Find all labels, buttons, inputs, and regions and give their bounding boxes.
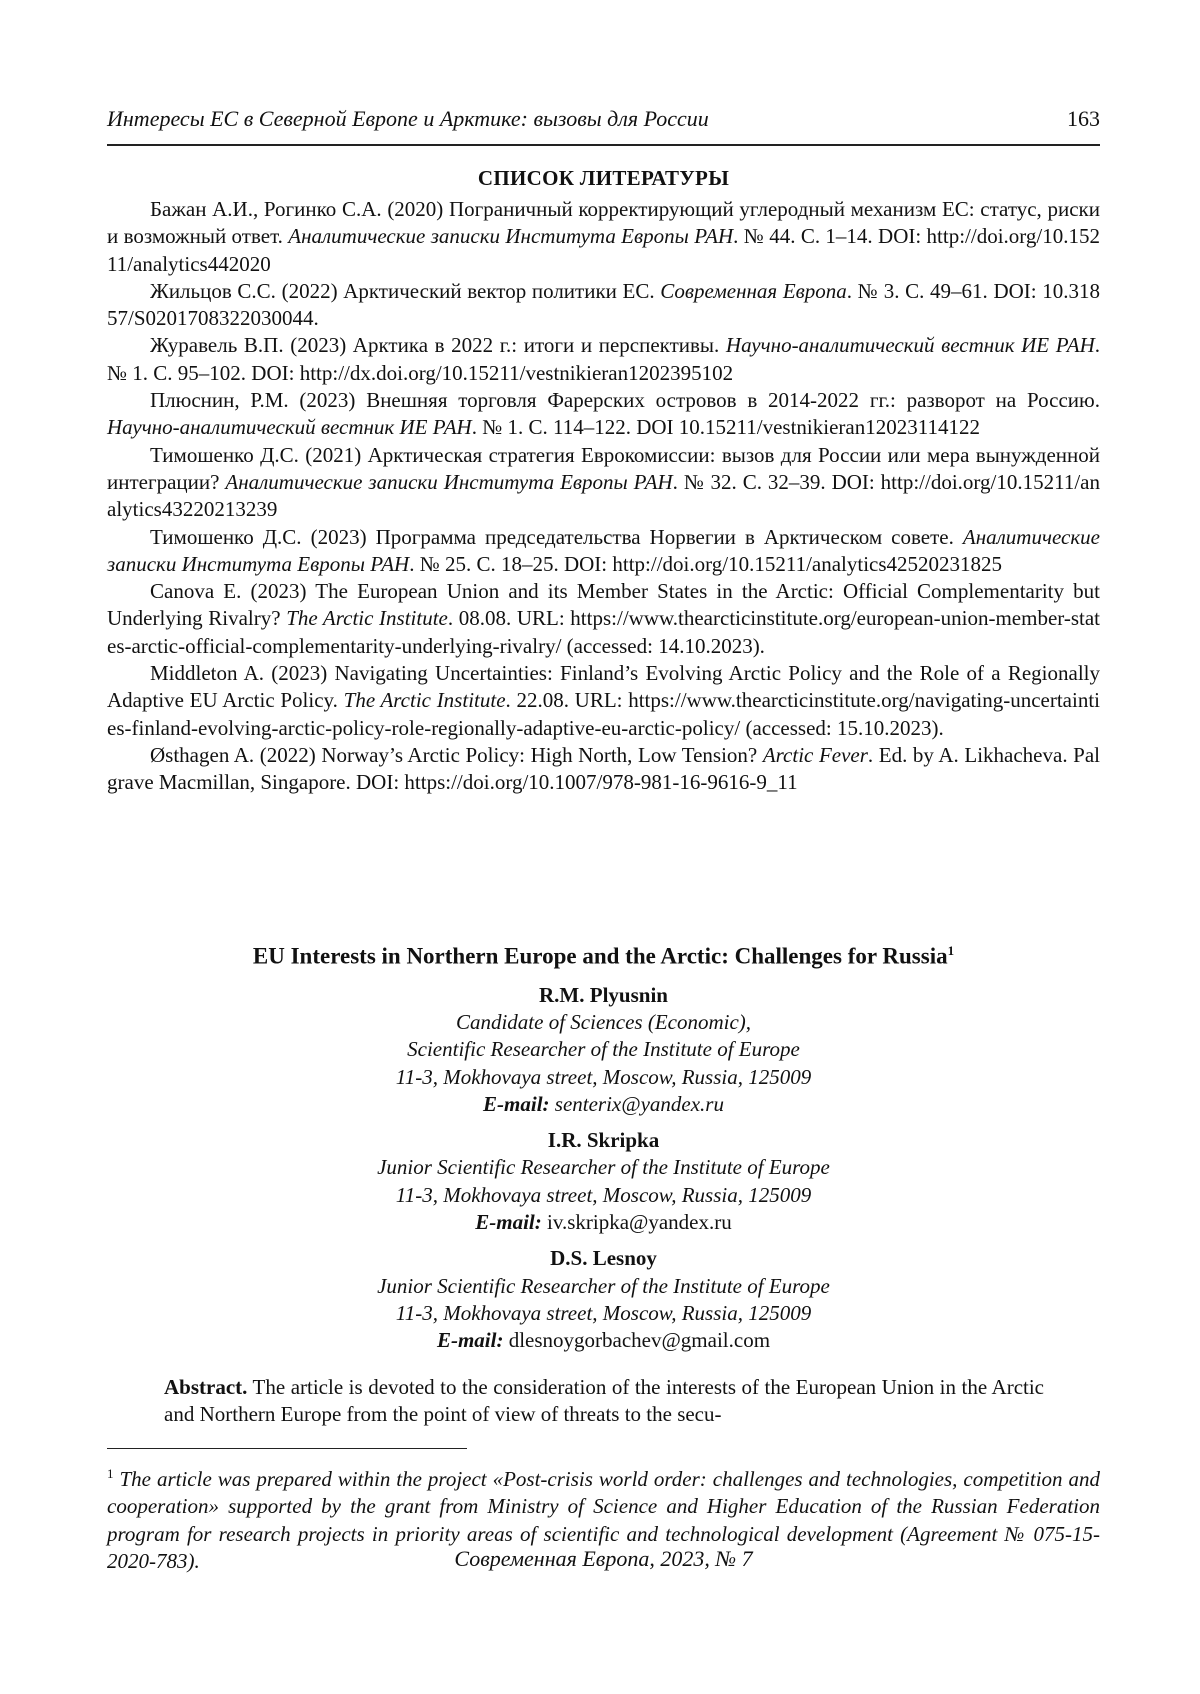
author-affiliation: Junior Scientific Researcher of the Institute of Europe: [377, 1155, 830, 1180]
reference-text: Жильцов С.С. (2022) Арктический вектор политики ЕС.: [150, 278, 661, 303]
author-email-line: [107, 1327, 1100, 1354]
author-email-line: [107, 1091, 1100, 1118]
reference-details: . Ed. by A. Likhacheva. Palgrave Macmillan, Singapore. DOI: https://doi.org/10.1007/978-981-16-9616-9_11: [107, 742, 1100, 795]
reference-item: [107, 332, 1100, 387]
reference-details: . 22.08. URL: https://www.thearcticinstitute.org/navigating-uncertainties-finland-evolving-arctic-policy-role-regionally-adaptive-eu-arctic-policy/ (accessed: 15.10.2023).: [107, 688, 1100, 740]
reference-details: . № 1. С. 114–122. DOI 10.15211/vestnikieran12023114122: [471, 415, 980, 440]
reference-text: Плюснин, Р.М. (2023) Внешняя торговля Фарерских островов в 2014-2022 гг.: разворот на Россию.: [150, 388, 1100, 413]
abstract: [164, 1374, 1044, 1429]
article-block: [107, 936, 1100, 1364]
reference-source: The Arctic Institute: [343, 688, 506, 713]
reference-source: Аналитические записки Института Европы РАН: [288, 224, 734, 249]
author-name: I.R. Skripka: [547, 1128, 660, 1153]
author-affiliation: Scientific Researcher of the Institute of Europe: [407, 1037, 800, 1062]
reference-details: . № 3. С. 49–61. DOI: 10.31857/S0201708322030044.: [107, 278, 1101, 331]
reference-text: Østhagen A. (2022) Norway’s Arctic Policy: High North, Low Tension?: [150, 742, 763, 767]
article-title: [107, 936, 1100, 972]
running-header-title: Интересы ЕС в Северной Европе и Арктике: вызовы для России: [107, 106, 709, 131]
reference-text: Тимошенко Д.С. (2023) Программа председательства Норвегии в Арктическом совете.: [150, 524, 963, 549]
footnote-number: 1: [107, 1466, 114, 1481]
author-block: [107, 1127, 1100, 1236]
author-email[interactable]: iv.skripka@yandex.ru: [546, 1210, 732, 1235]
author-affiliation: Junior Scientific Researcher of the Institute of Europe: [377, 1273, 830, 1298]
author-name: D.S. Lesnoy: [550, 1246, 657, 1271]
footnote-divider: [107, 1448, 467, 1449]
running-footer: Современная Европа, 2023, № 7: [454, 1546, 753, 1571]
reference-item: [107, 578, 1100, 660]
author-block: [107, 1245, 1100, 1354]
running-header: [107, 106, 1100, 146]
reference-source: Arctic Fever: [762, 742, 868, 767]
abstract-text: The article is devoted to the consideration of the interests of the European Union in the Arctic and Northern Europe from the point of view of threats to the secu-: [164, 1375, 1044, 1427]
reference-text: Журавель В.П. (2023) Арктика в 2022 г.: итоги и перспективы.: [150, 333, 726, 358]
references-list: [107, 196, 1100, 797]
reference-details: . № 44. С. 1–14. DOI: http://doi.org/10.15211/analytics442020: [107, 224, 1100, 276]
reference-details: . № 25. С. 18–25. DOI: http://doi.org/10.15211/analytics42520231825: [409, 551, 1003, 576]
author-address: 11-3, Mokhovaya street, Moscow, Russia, 125009: [395, 1182, 812, 1207]
reference-item: [107, 524, 1100, 579]
reference-details: . 08.08. URL: https://www.thearcticinstitute.org/european-union-member-states-arctic-official-complementarity-underlying-rivalry/ (accessed: 14.10.2023).: [107, 606, 1100, 658]
reference-item: [107, 742, 1100, 797]
reference-source: Научно-аналитический вестник ИЕ РАН: [725, 333, 1095, 358]
author-email-line: [107, 1209, 1100, 1236]
reference-source: Научно-аналитический вестник ИЕ РАН: [107, 415, 472, 440]
references-heading: СПИСОК ЛИТЕРАТУРЫ: [477, 166, 730, 190]
footnote-text: The article was prepared within the project «Post-crisis world order: challenges and technologies, competition and cooperation» supported by the grant from Ministry of Science and Higher Education of the Russian Federation program for research projects in priority areas of scientific and technological development (Agreement № 075-15-2020-783).: [107, 1467, 1100, 1573]
reference-details: . № 32. С. 32–39. DOI: http://doi.org/10.15211/analytics43220213239: [107, 469, 1100, 522]
reference-item: [107, 196, 1100, 278]
reference-details: . № 1. С. 95–102. DOI: http://dx.doi.org/10.15211/vestnikieran1202395102: [107, 333, 1100, 385]
page-number: 163: [1067, 106, 1100, 131]
reference-text: Тимошенко Д.С. (2021) Арктическая стратегия Еврокомиссии: вызов для России или мера вынужденной интеграции?: [107, 442, 1100, 494]
reference-source: Аналитические записки Института Европы РАН: [107, 524, 1100, 576]
page: [107, 0, 1100, 1694]
reference-text: Middleton A. (2023) Navigating Uncertainties: Finland’s Evolving Arctic Policy and the Role of a Regionally Adaptive EU Arctic Policy.: [107, 661, 1100, 713]
author-address: 11-3, Mokhovaya street, Moscow, Russia, 125009: [395, 1064, 812, 1089]
reference-item: [107, 442, 1100, 524]
author-name: R.M. Plyusnin: [539, 982, 668, 1007]
author-block: [107, 982, 1100, 1118]
reference-item: [107, 387, 1100, 442]
footnote-marker: 1: [947, 943, 955, 958]
reference-source: Современная Европа: [660, 278, 847, 303]
author-affiliation: Candidate of Sciences (Economic),: [455, 1009, 752, 1034]
email-label: E-mail:: [436, 1328, 504, 1353]
email-label: E-mail:: [475, 1210, 542, 1235]
article-title-text: EU Interests in Northern Europe and the Arctic: Challenges for Russia: [252, 943, 948, 969]
author-address: 11-3, Mokhovaya street, Moscow, Russia, 125009: [395, 1300, 812, 1325]
abstract-label: Abstract.: [164, 1375, 248, 1399]
reference-item: [107, 278, 1100, 333]
reference-item: [107, 660, 1100, 742]
reference-text: Canova E. (2023) The European Union and its Member States in the Arctic: Official Complementarity but Underlying Rivalry?: [107, 579, 1100, 631]
author-email[interactable]: dlesnoygorbachev@gmail.com: [508, 1328, 771, 1353]
reference-source: Аналитические записки Института Европы РАН: [225, 469, 673, 494]
email-label: E-mail:: [483, 1091, 550, 1116]
author-email[interactable]: senterix@yandex.ru: [554, 1091, 724, 1116]
reference-source: The Arctic Institute: [286, 606, 448, 631]
reference-text: Бажан А.И., Рогинко С.А. (2020) Пограничный корректирующий углеродный механизм ЕС: статус, риски и возможный ответ.: [107, 197, 1100, 249]
